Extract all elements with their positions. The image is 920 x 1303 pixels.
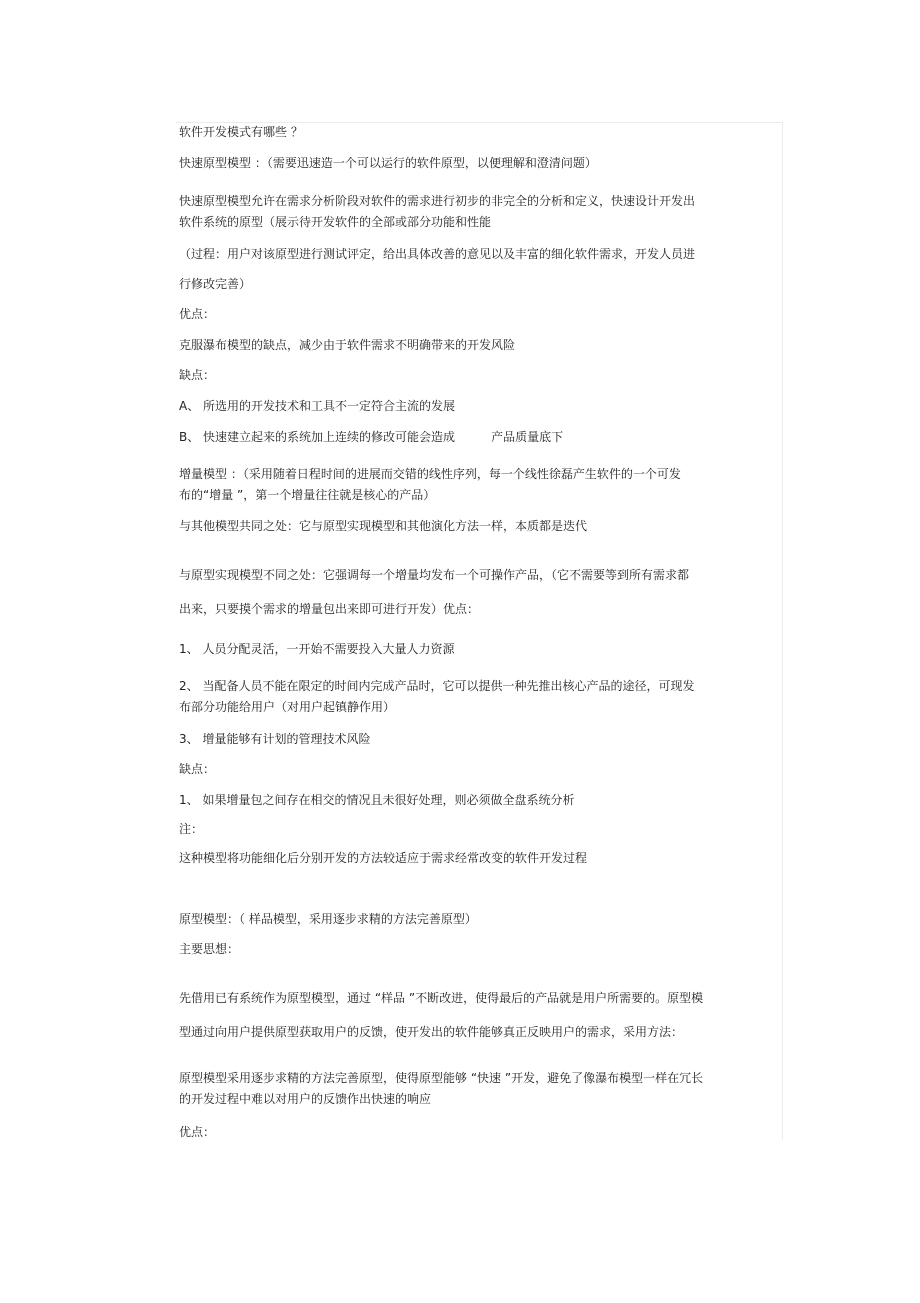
paragraph-line: 原型模型采用逐步求精的方法完善原型，使得原型能够 “快速 ”开发，避免了像瀑布模型一样在冗长	[179, 1071, 704, 1085]
paragraph-line: 出来，只要摸个需求的增量包出来即可进行开发）优点：	[179, 602, 480, 616]
rapid-prototype-heading: 快速原型模型 ：（需要迅速造一个可以运行的软件原型，以便理解和澄清问题）	[179, 156, 597, 170]
paragraph-line: （过程：用户对该原型进行测试评定，给出具体改善的意见以及丰富的细化软件需求，开发人员进	[179, 247, 696, 261]
prototype-model-heading: 原型模型：（ 样品模型，采用逐步求精的方法完善原型）	[179, 912, 477, 926]
paragraph-line: 布的“增量 ”，第一个增量往往就是核心的产品）	[179, 488, 436, 502]
list-item: A、 所选用的开发技术和工具不一定符合主流的发展	[179, 399, 456, 413]
page-border-right	[782, 122, 783, 1140]
doc-title: 软件开发模式有哪些 ？	[179, 125, 303, 139]
paragraph-line: 软件系统的原型（展示待开发软件的全部或部分功能和性能	[179, 215, 492, 229]
incremental-model-heading: 增量模型 ：（采用随着日程时间的进展而交错的线性序列，每一个线性徐磊产生软件的一个可发	[179, 467, 681, 481]
paragraph-line: 布部分功能给用户（对用户起镇静作用）	[179, 700, 396, 714]
paragraph-line: 快速原型模型允许在需求分析阶段对软件的需求进行初步的非完全的分析和定义，快速设计开发出	[179, 194, 696, 208]
disadvantages-label: 缺点：	[179, 368, 216, 382]
paragraph-line: 行修改完善）	[179, 277, 252, 291]
paragraph-line: 先借用已有系统作为原型模型，通过 “样品 ”不断改进，使得最后的产品就是用户所需要的。原型模	[179, 991, 704, 1005]
paragraph-line: 这种模型将功能细化后分别开发的方法较适应于需求经常改变的软件开发过程	[179, 851, 588, 865]
list-item: 1、 人员分配灵活，一开始不需要投入大量人力资源	[179, 642, 455, 656]
list-item-text: B、 快速建立起来的系统加上连续的修改可能会造成	[179, 430, 456, 444]
note-label: 注：	[179, 822, 204, 836]
list-item: 1、 如果增量包之间存在相交的情况且未很好处理，则必须做全盘系统分析	[179, 793, 575, 807]
advantages-label: 优点：	[179, 1125, 216, 1139]
list-item: 3、 增量能够有计划的管理技术风险	[179, 732, 371, 746]
disadvantages-label: 缺点：	[179, 762, 216, 776]
paragraph-line: 的开发过程中难以对用户的反馈作出快速的响应	[179, 1092, 432, 1106]
list-item-text-tail: 产品质量底下	[491, 430, 564, 444]
advantages-label: 优点：	[179, 307, 216, 321]
paragraph-line: 克服瀑布模型的缺点，减少由于软件需求不明确带来的开发风险	[179, 338, 516, 352]
paragraph-line: 与原型实现模型不同之处：它强调每一个增量均发布一个可操作产品，（它不需要等到所有需求都	[179, 568, 690, 582]
page-border-top	[176, 122, 782, 123]
list-item	[179, 429, 563, 445]
list-item: 2、 当配备人员不能在限定的时间内完成产品时，它可以提供一种先推出核心产品的途径，可现发	[179, 679, 695, 693]
paragraph-line: 型通过向用户提供原型获取用户的反馈，使开发出的软件能够真正反映用户的需求，采用方法：	[179, 1025, 684, 1039]
paragraph-line: 与其他模型共同之处：它与原型实现模型和其他演化方法一样，本质都是迭代	[179, 519, 588, 533]
main-idea-label: 主要思想：	[179, 942, 240, 956]
